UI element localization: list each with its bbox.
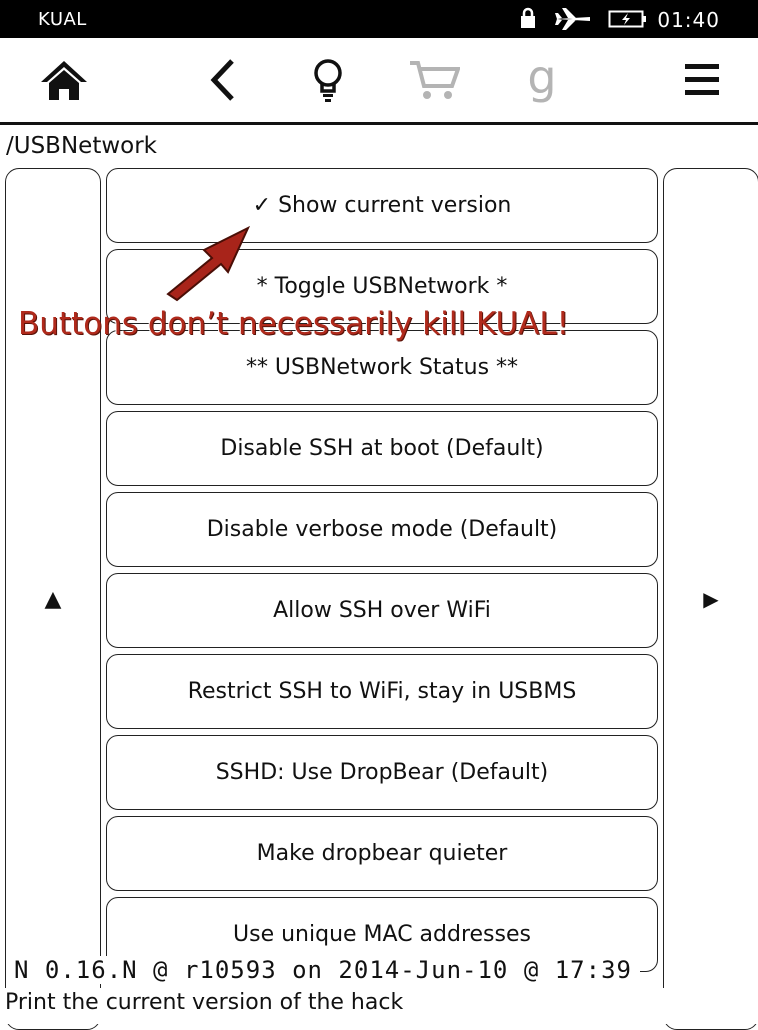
menu-item[interactable]: Allow SSH over WiFi (106, 573, 658, 648)
menu-item[interactable]: Use unique MAC addresses (106, 897, 658, 972)
menu-item[interactable]: SSHD: Use DropBear (Default) (106, 735, 658, 810)
home-icon (38, 58, 90, 106)
light-button[interactable] (300, 56, 356, 108)
menu-item[interactable]: ** USBNetwork Status ** (106, 330, 658, 405)
menu-item[interactable]: Make dropbear quieter (106, 816, 658, 891)
menu-item[interactable]: Disable SSH at boot (Default) (106, 411, 658, 486)
item-description: Print the current version of the hack (5, 990, 404, 1015)
toolbar (0, 38, 758, 125)
store-button (406, 56, 462, 108)
back-button[interactable] (194, 56, 250, 108)
battery-charging-icon (608, 6, 648, 36)
next-page-button[interactable] (663, 168, 758, 1030)
back-icon (204, 58, 240, 106)
app-name: KUAL (38, 9, 87, 30)
description-bar (0, 988, 758, 1024)
annotation-caption: Buttons don’t necessarily kill KUAL! (18, 306, 570, 342)
breadcrumb: /USBNetwork (6, 133, 157, 159)
prev-page-button[interactable] (5, 168, 101, 1030)
goodreads-button (514, 50, 570, 108)
airplane-icon (554, 6, 592, 36)
lightbulb-icon (310, 57, 346, 107)
home-button[interactable] (36, 56, 92, 108)
goodreads-icon: g (527, 50, 557, 104)
menu-item[interactable]: ✓ Show current version (106, 168, 658, 243)
menu-icon (684, 62, 720, 102)
menu-item[interactable]: Disable verbose mode (Default) (106, 492, 658, 567)
status-bar (0, 0, 758, 38)
clock: 01:40 (657, 8, 720, 32)
version-line: N 0.16.N @ r10593 on 2014-Jun-10 @ 17:39 (14, 956, 640, 984)
up-arrow-icon: ▲ (44, 586, 62, 612)
menu-button[interactable] (674, 56, 730, 108)
menu-item[interactable]: Restrict SSH to WiFi, stay in USBMS (106, 654, 658, 729)
right-arrow-icon: ▶ (703, 587, 719, 611)
menu-item[interactable]: * Toggle USBNetwork * (106, 249, 658, 324)
lock-icon (518, 6, 538, 34)
cart-icon (408, 58, 460, 106)
